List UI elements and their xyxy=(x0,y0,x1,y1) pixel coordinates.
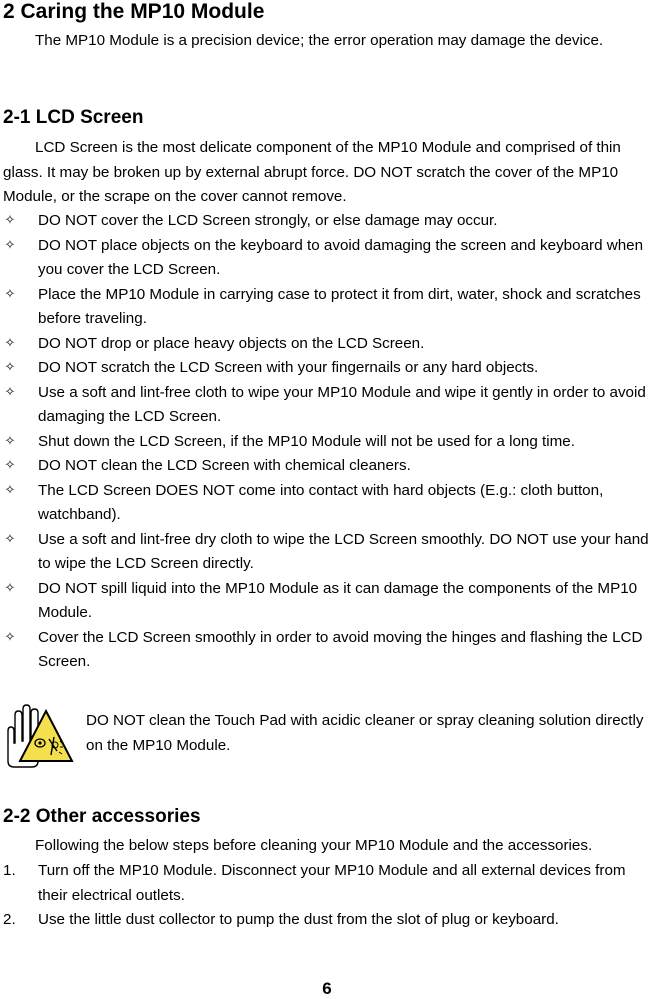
bullet-marker: ✧ xyxy=(4,433,16,449)
list-item xyxy=(0,479,654,528)
list-item xyxy=(0,332,654,357)
list-item-text: DO NOT cover the LCD Screen strongly, or else damage may occur. xyxy=(38,212,498,229)
lcd-intro-paragraph: LCD Screen is the most delicate component of the MP10 Module and comprised of thin glass. It may be broken up by external abrupt force. DO NOT scratch the cover of the MP10 Module, or the scrape on the cover cannot remove. xyxy=(3,139,621,205)
list-item xyxy=(0,356,654,381)
list-item-text: Use a soft and lint-free cloth to wipe your MP10 Module and wipe it gently in order to avoid damaging the LCD Screen. xyxy=(38,383,646,425)
list-item xyxy=(0,454,654,479)
page-number: 6 xyxy=(322,979,332,998)
bullet-marker: ✧ xyxy=(4,360,16,375)
list-item-text: Place the MP10 Module in carrying case to protect it from dirt, water, shock and scratches before traveling. xyxy=(38,285,641,327)
bullet-marker: ✧ xyxy=(4,335,16,351)
list-item-text: DO NOT clean the LCD Screen with chemical cleaners. xyxy=(38,457,411,474)
section-heading-other-accessories: 2-2 Other accessories xyxy=(3,806,201,827)
step-number: 1. xyxy=(3,862,16,879)
bullet-marker: ✧ xyxy=(4,384,16,400)
lcd-bullet-list xyxy=(0,209,654,675)
bullet-marker: ✧ xyxy=(4,286,16,302)
page-title: 2 Caring the MP10 Module xyxy=(3,0,265,23)
caution-hand-icon xyxy=(2,701,74,771)
list-item-text: DO NOT place objects on the keyboard to avoid damaging the screen and keyboard when you cover the LCD Screen. xyxy=(38,236,644,278)
list-item-text: DO NOT scratch the LCD Screen with your fingernails or any hard objects. xyxy=(38,359,539,376)
list-item xyxy=(0,859,654,908)
list-item xyxy=(0,381,654,430)
list-item-text: The LCD Screen DOES NOT come into contact with hard objects (E.g.: cloth button, watchband). xyxy=(38,481,604,523)
bullet-marker: ✧ xyxy=(4,213,16,228)
caution-text: DO NOT clean the Touch Pad with acidic cleaner or spray cleaning solution directly on the MP10 Module. xyxy=(86,712,644,754)
list-item-text: DO NOT spill liquid into the MP10 Module as it can damage the components of the MP10 Module. xyxy=(38,579,638,621)
list-item-text: Cover the LCD Screen smoothly in order to avoid moving the hinges and flashing the LCD Screen. xyxy=(38,628,643,670)
list-item xyxy=(0,528,654,577)
step-text: Turn off the MP10 Module. Disconnect your MP10 Module and all external devices from their electrical outlets. xyxy=(38,862,626,904)
list-item xyxy=(0,209,654,234)
bullet-marker: ✧ xyxy=(4,629,16,645)
list-item xyxy=(0,283,654,332)
bullet-marker: ✧ xyxy=(4,458,16,473)
section-heading-lcd: 2-1 LCD Screen xyxy=(3,107,144,128)
bullet-marker: ✧ xyxy=(4,531,16,547)
list-item xyxy=(0,626,654,675)
bullet-marker: ✧ xyxy=(4,482,16,498)
list-item-text: DO NOT drop or place heavy objects on the LCD Screen. xyxy=(38,334,425,352)
bullet-marker: ✧ xyxy=(4,237,16,253)
cleaning-steps-list xyxy=(0,859,654,933)
list-item xyxy=(0,234,654,283)
list-item xyxy=(0,577,654,626)
list-item xyxy=(0,908,654,933)
intro-paragraph: The MP10 Module is a precision device; the error operation may damage the device. xyxy=(35,32,604,49)
other-intro-paragraph: Following the below steps before cleaning your MP10 Module and the accessories. xyxy=(35,837,593,854)
step-number: 2. xyxy=(3,911,16,928)
step-text: Use the little dust collector to pump the dust from the slot of plug or keyboard. xyxy=(38,911,559,928)
list-item-text: Use a soft and lint-free dry cloth to wipe the LCD Screen smoothly. DO NOT use your hand to wipe the LCD Screen directly. xyxy=(38,530,649,572)
list-item xyxy=(0,430,654,455)
bullet-marker: ✧ xyxy=(4,580,16,596)
caution-note xyxy=(0,697,654,773)
list-item-text: Shut down the LCD Screen, if the MP10 Module will not be used for a long time. xyxy=(38,432,575,450)
